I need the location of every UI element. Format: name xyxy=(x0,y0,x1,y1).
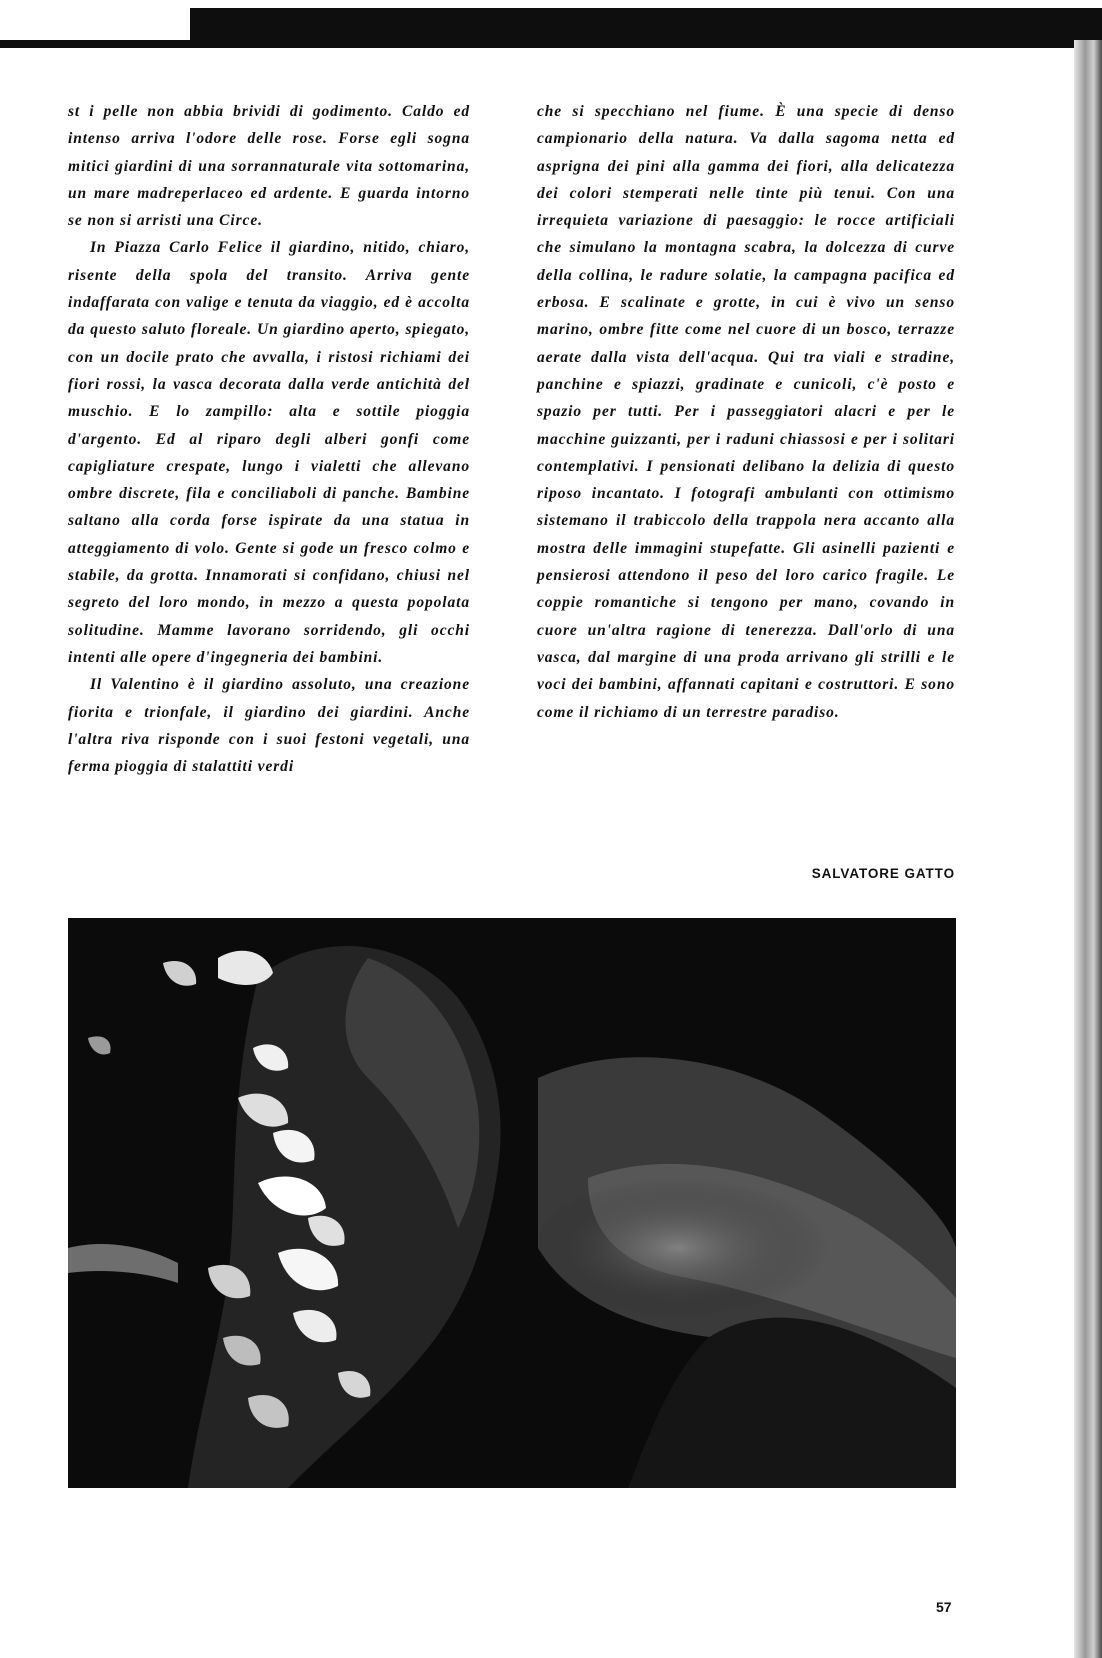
article-column-left xyxy=(68,98,470,780)
author-signature: SALVATORE GATTO xyxy=(811,866,955,881)
article-column-right xyxy=(537,98,955,726)
article-paragraph: che si specchiano nel fiume. È una specie di denso campionario della natura. Va dalla sagoma netta ed asprigna dei pini alla gamma dei fiori, alla delicatezza dei colori stemperati nelle tinte più tenui. Con una irrequieta variazione di paesaggio: le rocce artificiali che simulano la montagna scabra, la dolcezza di curve della collina, le radure solatie, la campagna pacifica ed erbosa. E scalinate e grotte, in cui è vivo un senso marino, ombre fitte come nel cuore di un bosco, terrazze aerate dalla vista dell'acqua. Qui tra viali e stradine, panchine e spiazzi, gradinate e cunicoli, c'è posto e spazio per tutti. Per i passeggiatori alacri e per le macchine guizzanti, per i raduni chiassosi e per i solitari contemplativi. I pensionati delibano la delizia di questo riposo incantato. I fotografi ambulanti con ottimismo sistemano il trabiccolo della trappola nera accanto alla mostra delle immagini stupefatte. Gli asinelli pazienti e pensierosi attendono il peso del loro carico fragile. Le coppie romantiche si tengono per mano, covando in cuore un'altra ragione di tenerezza. Dall'orlo di una vasca, dal margine di una proda arrivano gli strilli e le voci dei bambini, affannati capitani e costruttori. E sono come il richiamo di un terrestre paradiso. xyxy=(537,103,955,721)
top-edge-bar xyxy=(190,8,1102,48)
article-paragraph: Il Valentino è il giardino assoluto, una creazione fiorita e trionfale, il giardino dei giardini. Anche l'altra riva risponde con i suoi festoni vegetali, una ferma pioggia di stalattiti verdi xyxy=(68,676,470,776)
article-paragraph: st i pelle non abbia brividi di godimento. Caldo ed intenso arriva l'odore delle rose. Forse egli sogna mitici giardini di una sorrannaturale vita sottomarina, un mare madreperlaceo ed ardente. E guarda intorno se non si arristi una Circe. xyxy=(68,103,470,230)
top-edge-bar-left xyxy=(0,40,190,48)
article-paragraph: In Piazza Carlo Felice il giardino, nitido, chiaro, risente della spola del transito. Arriva gente indaffarata con valige e tenuta da viaggio, ed è accolta da questo saluto floreale. Un giardino aperto, spiegato, con un docile prato che avvalla, i ristosi richiami dei fiori rossi, la vasca decorata dalla verde antichità del muschio. E lo zampillo: alta e sottile pioggia d'argento. Ed al riparo degli alberi gonfi come capigliature crespate, lungo i vialetti che allevano ombre discrete, fila e conciliaboli di panche. Bambine saltano alla corda forse ispirate da una statua in atteggiamento di volo. Gente si gode un fresco colmo e stabile, da grotta. Innamorati si confidano, chiusi nel segreto del loro mondo, in mezzo a questa popolata solitudine. Mamme lavorano sorridendo, gli occhi intenti alle opere d'ingegneria dei bambini. xyxy=(68,239,470,666)
page-binding-edge xyxy=(1074,40,1102,1658)
page-number: 57 xyxy=(936,1599,952,1615)
photo-illustration xyxy=(68,918,956,1488)
garden-photograph xyxy=(68,918,956,1488)
